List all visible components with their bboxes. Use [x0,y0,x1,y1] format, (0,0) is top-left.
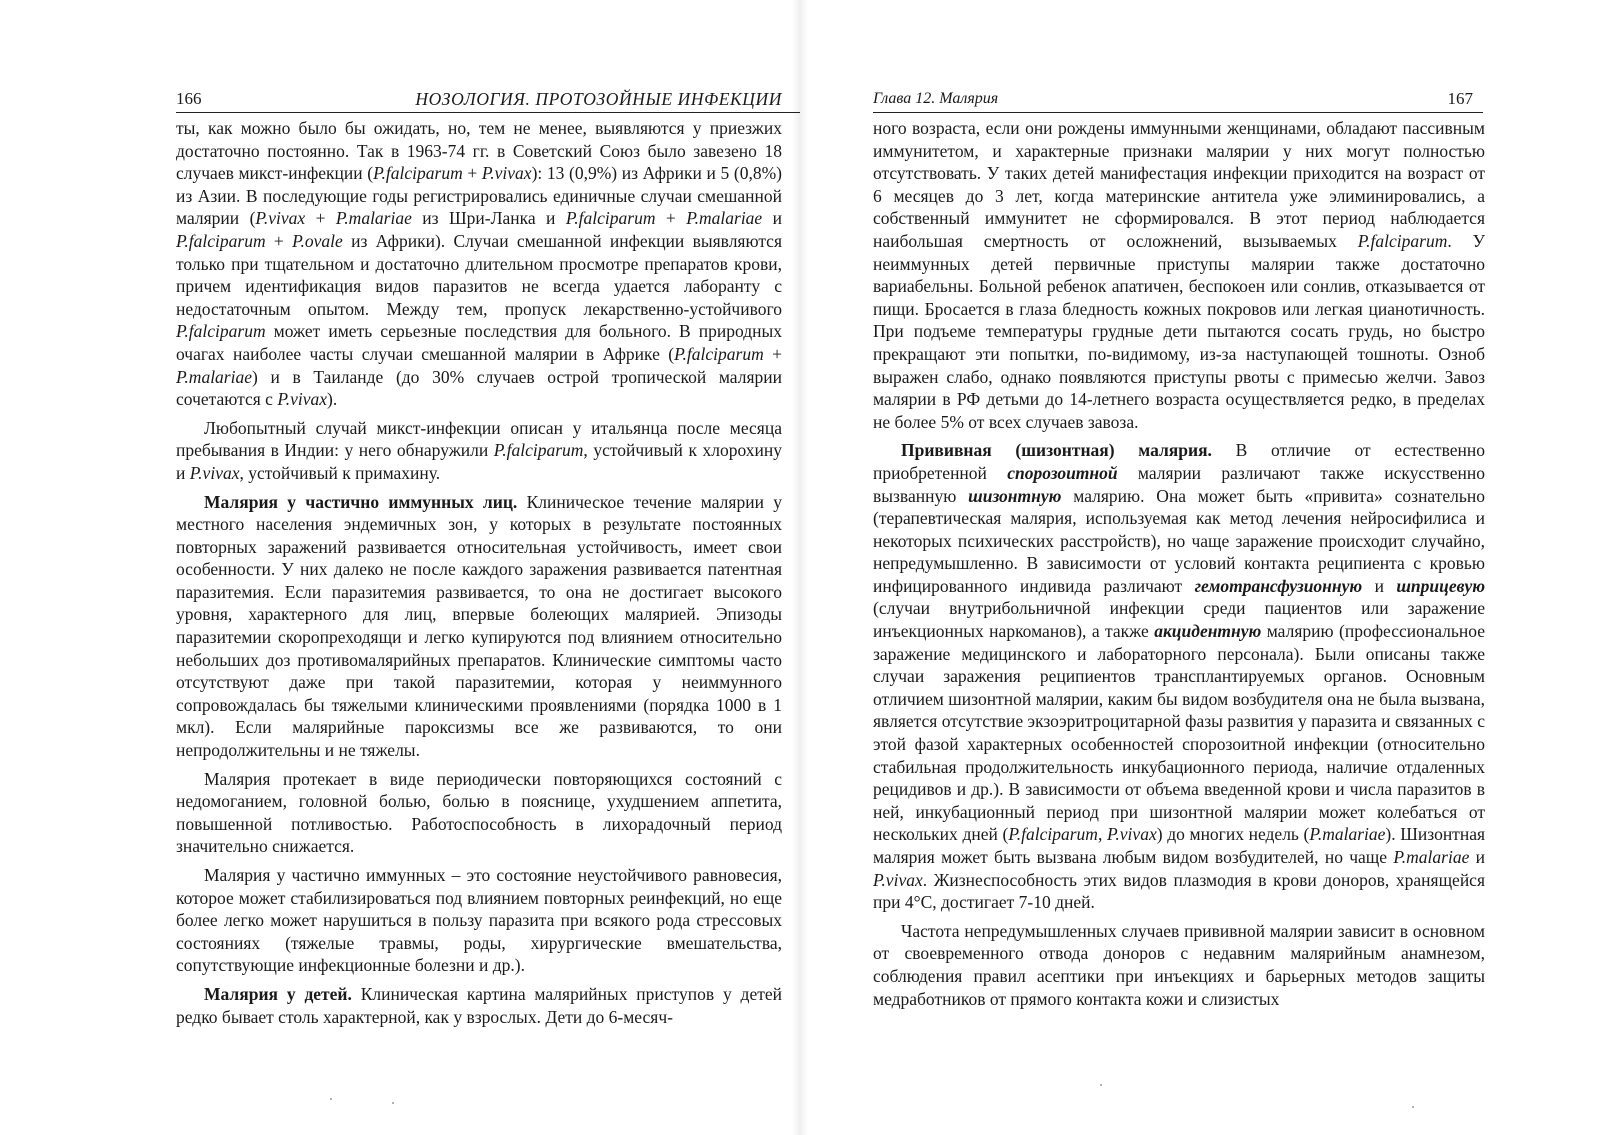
paragraph: Прививная (шизонтная) малярия. В отличие от естественно приобретенной спорозоитной малярии различают также искусственно вызванную шизонтную малярию. Она может быть «привита» сознательно (терапевтическая малярия, используемая как метод лечения нейросифилиса и некоторых психических расстройств), но чаще заражение происходит случайно, непредумышленно. В зависимости от условий контакта реципиента с кровью инфицированного индивида различают гемотрансфузионную и шприцевую (случаи внутрибольничной инфекции среди пациентов или заражение инъекционных наркоманов), а также акцидентную малярию (профессиональное заражение медицинского и лабораторного персонала). Были описаны также случаи заражения реципиентов трансплантируемых органов. Основным отличием шизонтной малярии, каким бы видом возбудителя она не была вызвана, является отсутствие экзоэритроцитарной фазы развития у паразита и связанных с этой фазой характерных особенностей спорозоитной инфекции (относительно стабильная продолжительность инкубационного периода, наличие отдаленных рецидивов и др.). В зависимости от объема введенной крови и числа паразитов в ней, инкубационный период при шизонтной малярии может колебаться от нескольких дней (P.falciparum, P.vivax) до многих недель (P.malariae). Шизонтная малярия может быть вызвана любым видом возбудителей, но чаще P.malariae и P.vivax. Жизнеспособность этих видов плазмодия в крови доноров, хранящейся при 4°С, достигает 7-10 дней. [873,440,1486,913]
right-running-header [873,86,1483,113]
section-heading: Прививная (шизонтная) малярия. [901,440,1212,461]
paragraph: Малярия у частично иммунных – это состояние неустойчивого равновесия, которое может стабилизироваться под влиянием повторных реинфекций, но еще более легко может нарушиться в пользу паразита при всякого рода стрессовых состояниях (тяжелые травмы, роды, хирургические вмешательства, сопутствующие инфекционные болезни и др.). [176,865,782,976]
left-page-body [176,117,782,1034]
page-number: 166 [176,89,202,108]
left-running-header [176,86,800,113]
paragraph: Малярия протекает в виде периодически повторяющихся состояний с недомоганием, головной болью, болью в пояснице, ухудшением аппетита, повышенной потливостью. Работоспособность в лихорадочный период значительно снижается. [176,768,782,857]
page-number: 167 [1447,89,1473,108]
scan-speck [392,1102,394,1104]
running-title: НОЗОЛОГИЯ. ПРОТОЗОЙНЫЕ ИНФЕКЦИИ [415,89,782,109]
running-title: Глава 12. Малярия [873,90,999,107]
right-page [800,0,1600,1135]
scan-speck [1412,1106,1414,1108]
paragraph: Малярия у детей. Клиническая картина малярийных приступов у детей редко бывает столь характерной, как у взрослых. Дети до 6-месяч- [176,983,782,1027]
paragraph: Малярия у частично иммунных лиц. Клиническое течение малярии у местного населения эндемичных зон, у которых в результате постоянных повторных заражений развивается относительная устойчивость, имеет свои особенности. У них далеко не после каждого заражения развивается патентная паразитемия. Если паразитемия развивается, то она не достигает высокого уровня, характерного для лиц, впервые болеющих малярией. Эпизоды паразитемии скоропреходящи и легко купируются под влиянием относительно небольших доз противомалярийных препаратов. Клинические симптомы часто отсутствуют даже при такой паразитемии, которая у неиммунного сопровождалась бы тяжелыми клиническими проявлениями (порядка 1000 в 1 мкл). Если малярийные пароксизмы все же развиваются, то они непродолжительны и не тяжелы. [176,491,782,761]
section-heading: Малярия у детей. [204,983,352,1004]
section-heading: Малярия у частично иммунных лиц. [204,491,518,512]
right-page-body [873,117,1485,1016]
scan-speck [1100,1084,1102,1086]
paragraph: ты, как можно было бы ожидать, но, тем не менее, выявляются у приезжих достаточно постоянно. Так в 1963-74 гг. в Советский Союз было завезено 18 случаев микст-инфекции (P.falciparum + P.vivax): 13 (0,9%) из Африки и 5 (0,8%) из Азии. В последующие годы регистрировались единичные случаи смешанной малярии (P.vivax + P.malariae из Шри-Ланка и P.falciparum + P.malariae и P.falciparum + P.ovale из Африки). Случаи смешанной инфекции выявляются только при тщательном и достаточно длительном просмотре препаратов крови, причем идентификация видов паразитов не всегда удается лаборанту с недостаточным опытом. Между тем, пропуск лекарственно-устойчивого P.falciparum может иметь серьезные последствия для больного. В природных очагах наиболее часты случаи смешанной малярии в Африке (P.falciparum + P.malariae) и в Таиланде (до 30% случаев острой тропической малярии сочетаются с P.vivax). [176,118,782,410]
paragraph: Частота непредумышленных случаев прививной малярии зависит в основном от своевременного отвода доноров с недавним малярийным анамнезом, соблюдения правил асептики при инъекциях и барьерных методов защиты медработников от прямого контакта кожи и слизистых [873,920,1485,1009]
scan-speck [330,1098,332,1100]
paragraph: ного возраста, если они рождены иммунными женщинами, обладают пассивным иммунитетом, и характерные признаки малярии у них могут полностью отсутствовать. У таких детей манифестация инфекции приходится на возраст от 6 месяцев до 3 лет, когда материнские антитела уже элиминировались, а собственный иммунитет не сформировался. В этот период наблюдается наибольшая смертность от осложнений, вызываемых P.falciparum. У неиммунных детей первичные приступы малярии также достаточно вариабельны. Больной ребенок апатичен, беспокоен или сонлив, отказывается от пищи. Бросается в глаза бледность кожных покровов или легкая цианотичность. При подъеме температуры грудные дети пытаются сосать грудь, но быстро прекращают эти попытки, по-видимому, из-за наступающей тошноты. Озноб выражен слабо, однако появляются приступы рвоты с примесью желчи. Завоз малярии в РФ детьми до 14-летнего возраста осуществляется редко, в пределах не более 5% от всех случаев завоза. [873,118,1485,432]
paragraph: Любопытный случай микст-инфекции описан у итальянца после месяца пребывания в Индии: у него обнаружили P.falciparum, устойчивый к хлорохину и P.vivax, устойчивый к примахину. [176,417,783,483]
